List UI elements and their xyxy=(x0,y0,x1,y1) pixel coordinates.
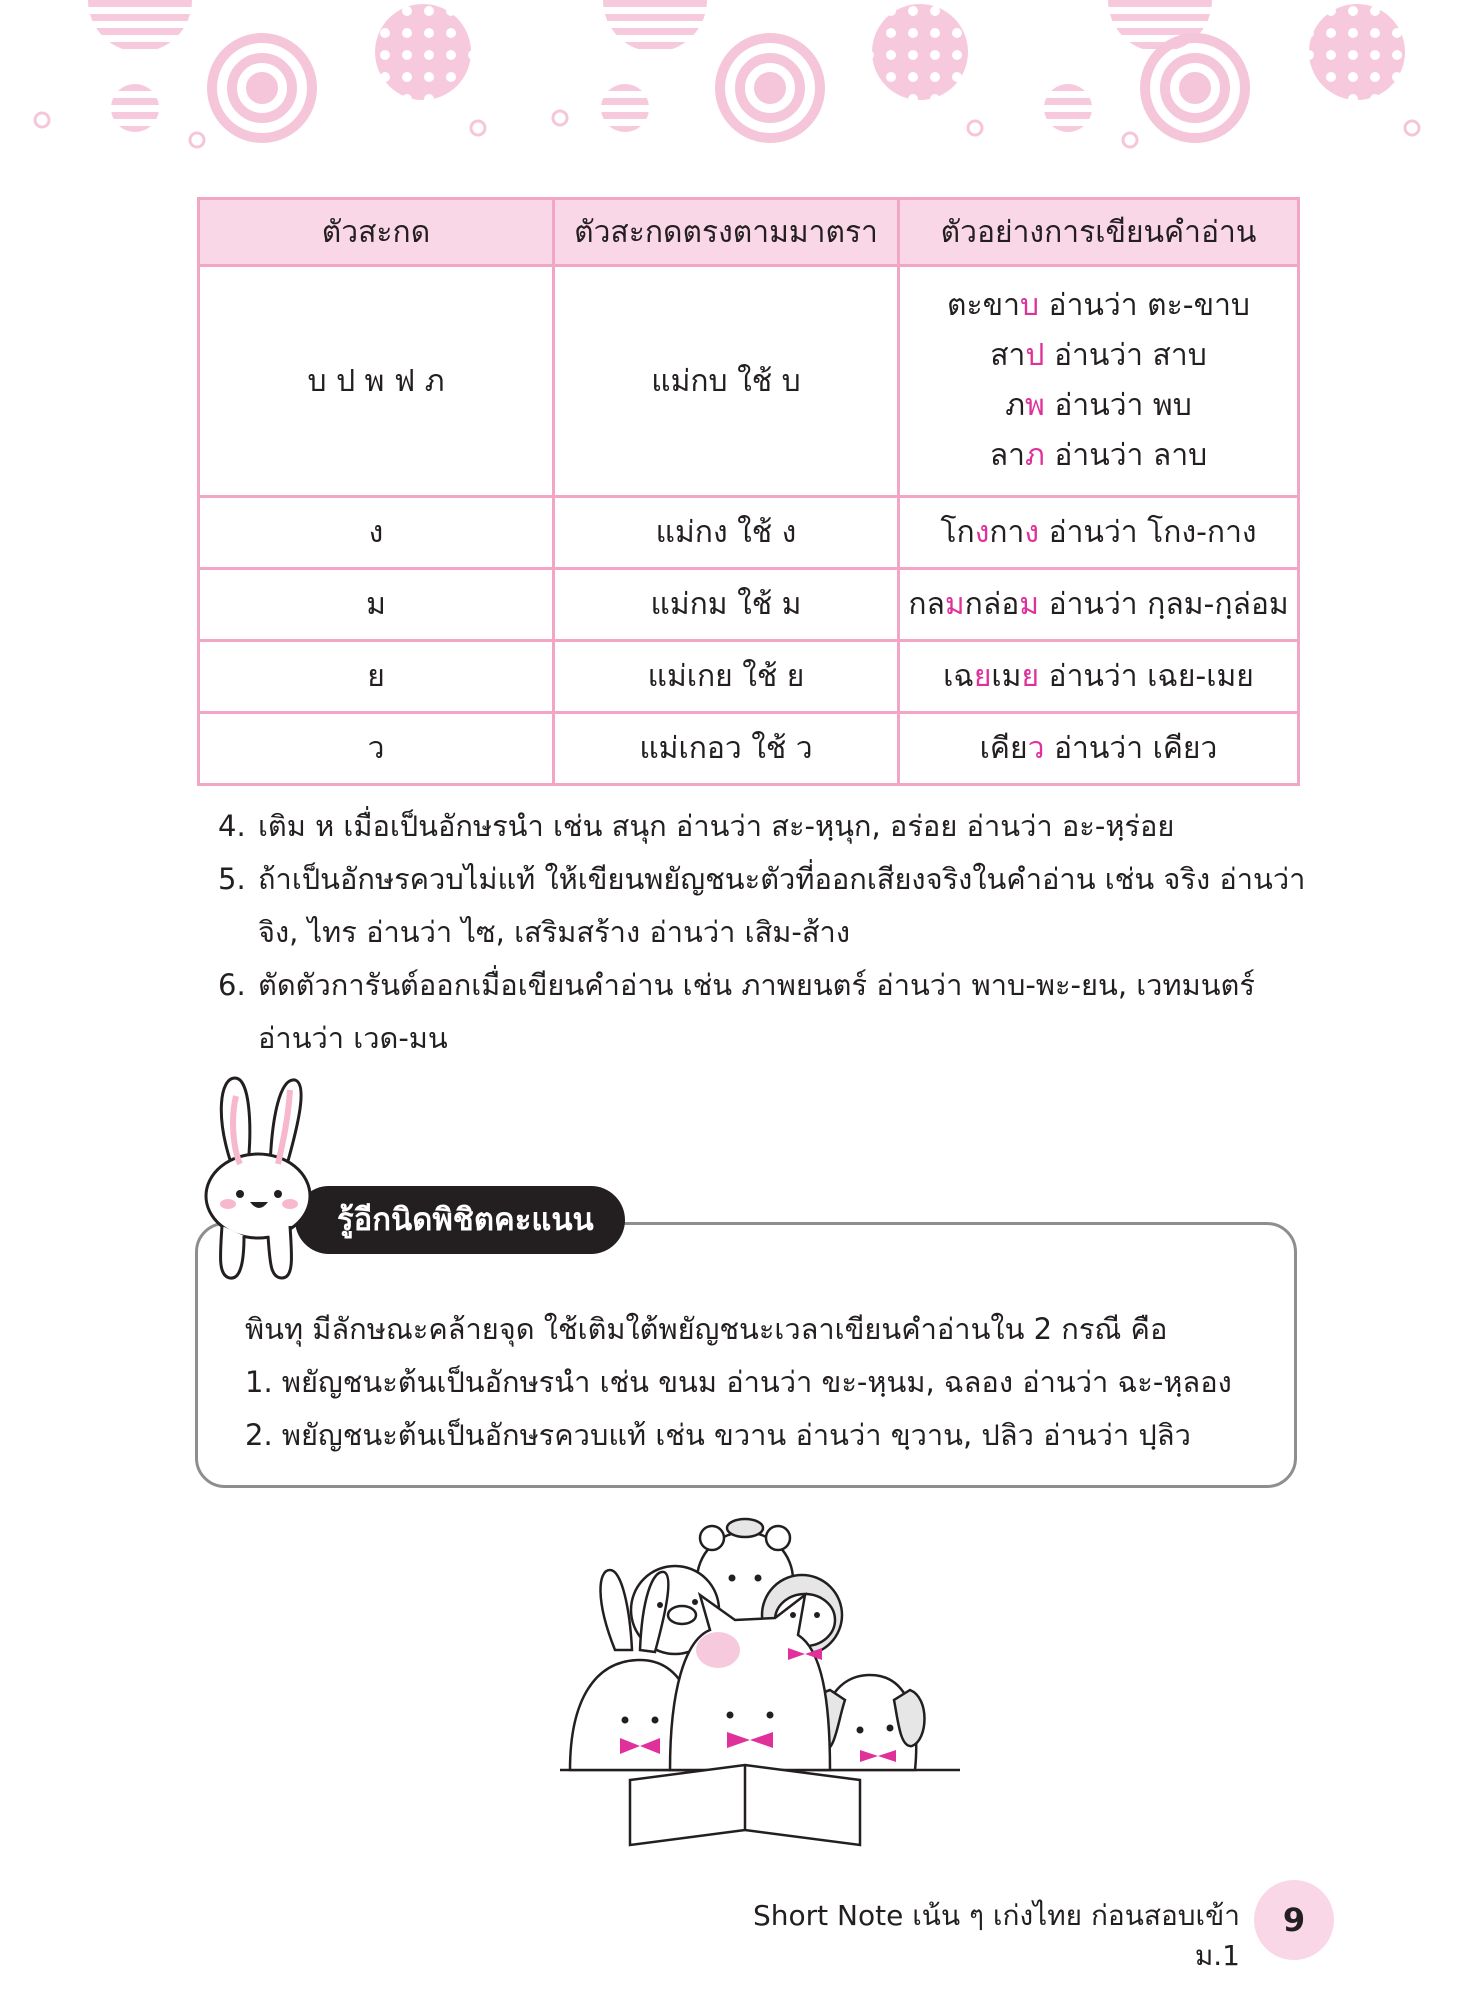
tip-badge: รู้อีกนิดพิชิตคะแนน xyxy=(295,1186,625,1254)
list-item: 6. ตัดตัวการันต์ออกเมื่อเขียนคำอ่าน เช่น ภาพยนตร์ อ่านว่า พาบ-พะ-ยน, เวทมนตร์ อ่านว่า เวด-มน xyxy=(218,968,1255,1055)
header-matching-rule: ตัวสะกดตรงตามมาตรา xyxy=(554,199,899,266)
example-line: ภพ อ่านว่า พบ xyxy=(1005,388,1192,423)
final-consonant-table xyxy=(197,197,1300,786)
tip-item: 1. พยัญชนะต้นเป็นอักษรนำ เช่น ขนม อ่านว่า ขะ-หฺนม, ฉลอง อ่านว่า ฉะ-หฺลอง xyxy=(245,1365,1232,1399)
header-final-consonant: ตัวสะกด xyxy=(199,199,554,266)
tip-content xyxy=(245,1303,1285,1462)
letters-cell: บ ป พ ฟ ภ xyxy=(199,266,554,497)
footer-title: Short Note เน้น ๆ เก่งไทย ก่อนสอบเข้า ม.1 xyxy=(753,1899,1240,1972)
example-cell: เฉยเมย อ่านว่า เฉย-เมย xyxy=(899,641,1299,713)
animal-friends-reading-icon xyxy=(560,1510,960,1855)
table-row xyxy=(199,497,1299,569)
table-row xyxy=(199,266,1299,497)
example-line: ตะขาบ อ่านว่า ตะ-ขาบ xyxy=(947,288,1250,323)
letters-cell: ย xyxy=(199,641,554,713)
bunny-mascot-icon xyxy=(200,1076,330,1286)
table-row xyxy=(199,641,1299,713)
tip-intro: พินทุ มีลักษณะคล้ายจุด ใช้เติมใต้พยัญชนะเวลาเขียนคำอ่านใน 2 กรณี คือ xyxy=(245,1312,1168,1346)
rules-list xyxy=(218,800,1308,1065)
table-header-row xyxy=(199,199,1299,266)
rule-cell: แม่กม ใช้ ม xyxy=(554,569,899,641)
rule-cell: แม่กง ใช้ ง xyxy=(554,497,899,569)
header-reading-example: ตัวอย่างการเขียนคำอ่าน xyxy=(899,199,1299,266)
example-line: สาป อ่านว่า สาบ xyxy=(990,338,1207,373)
rule-cell: แม่กบ ใช้ บ xyxy=(554,266,899,497)
top-stripe-circles xyxy=(88,0,1212,52)
rule-cell: แม่เกย ใช้ ย xyxy=(554,641,899,713)
polka-circles xyxy=(375,4,1405,100)
table-row xyxy=(199,569,1299,641)
list-item: 5. ถ้าเป็นอักษรควบไม่แท้ ให้เขียนพยัญชนะตัวที่ออกเสียงจริงในคำอ่าน เช่น จริง อ่านว่า จิง, ไทร อ่านว่า ไซ, เสริมสร้าง อ่านว่า เสิม-ส้าง xyxy=(218,862,1306,949)
example-cell: เคียว อ่านว่า เคียว xyxy=(899,713,1299,785)
examples-cell xyxy=(899,266,1299,497)
example-line: ลาภ อ่านว่า ลาบ xyxy=(989,438,1208,473)
target-circles xyxy=(212,38,1245,138)
list-item: 4. เติม ห เมื่อเป็นอักษรนำ เช่น สนุก อ่านว่า สะ-หฺนุก, อร่อย อ่านว่า อะ-หฺร่อย xyxy=(218,809,1175,843)
rule-cell: แม่เกอว ใช้ ว xyxy=(554,713,899,785)
letters-cell: ง xyxy=(199,497,554,569)
letters-cell: ว xyxy=(199,713,554,785)
tip-item: 2. พยัญชนะต้นเป็นอักษรควบแท้ เช่น ขวาน อ่านว่า ขฺวาน, ปลิว อ่านว่า ปฺลิว xyxy=(245,1418,1191,1452)
letters-cell: ม xyxy=(199,569,554,641)
example-cell: โกงกาง อ่านว่า โกง-กาง xyxy=(899,497,1299,569)
decorative-header-pattern xyxy=(0,0,1457,160)
example-cell: กลมกล่อม อ่านว่า กฺลม-กฺล่อม xyxy=(899,569,1299,641)
page-number: 9 xyxy=(1282,1901,1306,1939)
table-row xyxy=(199,713,1299,785)
